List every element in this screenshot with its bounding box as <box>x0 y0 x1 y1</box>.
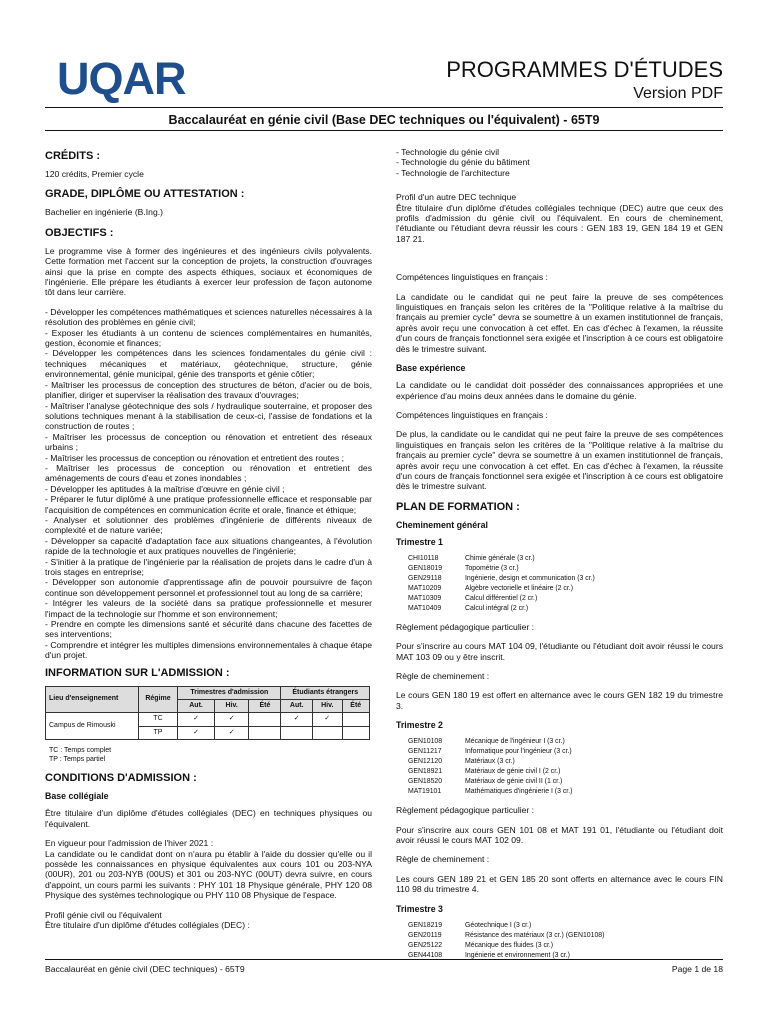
course-name: Chimie générale (3 cr.) <box>465 554 535 562</box>
check-cell: ✓ <box>214 726 249 739</box>
list-item <box>408 757 578 767</box>
reglement-2-text: Pour s'inscrire aux cours GEN 101 08 et MAT 191 01, l'étudiante ou l'étudiant doit avoir réussi le cours MAT 102 09. <box>396 824 723 845</box>
base-experience-text: La candidate ou le candidat doit posséder des connaissances appropriées et une expérience d'au moins deux années dans le domaine du génie. <box>396 380 723 401</box>
tech-list: - Technologie du génie civil - Technologie du génie du bâtiment - Technologie de l'architecture <box>396 147 530 178</box>
footer-program: Baccalauréat en génie civil (DEC techniques) - 65T9 <box>45 964 245 974</box>
admission-table <box>45 686 370 741</box>
footer-divider <box>45 959 723 960</box>
check-cell <box>342 713 369 726</box>
list-item <box>408 777 578 787</box>
course-code: GEN18019 <box>408 564 443 572</box>
course-name: Informatique pour l'ingénieur (3 cr.) <box>465 748 572 756</box>
check-cell <box>342 726 369 739</box>
list-item <box>408 921 610 931</box>
vigueur-text: En vigueur pour l'admission de l'hiver 2021 : La candidate ou le candidat dont on n'aura pu établir à l'aide du dossier qu'elle ou il possède les connaissances en physique équivalentes aux cours 101 ou 203-NYA (00UR), 201 ou 203-NYB (00US) et 301 ou 203-NYC (00UT) devra suivre, en cours d'appoint, un cours parmi les suivants : PHY 101 18 Physique générale, PHY 120 08 Physique des systèmes technologique ou PHY 110 08 Physique de l'espace. <box>45 838 372 901</box>
conditions-heading: CONDITIONS D'ADMISSION : <box>45 772 197 785</box>
objectives-intro: Le programme vise à former des ingénieures et des ingénieurs civils polyvalents. Cette formation met l'accent sur la conception de projets, la construction d'ouvrages ainsi que la prise en compte des aspects éthiques, sociaux et économiques de l'ingénierie. Elle prépare les étudiants à exercer leur profession de façon autonome tôt dans leur carrière. <box>45 245 372 298</box>
reglement-2-heading: Règlement pédagogique particulier : <box>396 805 535 816</box>
course-code: MAT10309 <box>408 594 442 602</box>
course-code: GEN18219 <box>408 921 443 929</box>
right-column <box>396 147 723 969</box>
plan-heading: PLAN DE FORMATION : <box>396 500 520 513</box>
course-code: CHI10118 <box>408 554 439 562</box>
left-column <box>45 150 372 939</box>
course-name: Résistance des matériaux (3 cr.) (GEN10108) <box>465 931 605 939</box>
admission-info-heading: INFORMATION SUR L'ADMISSION : <box>45 666 230 679</box>
base-experience-heading: Base expérience <box>396 363 466 374</box>
list-item <box>408 584 601 594</box>
reglement-1-heading: Règlement pédagogique particulier : <box>396 621 535 632</box>
course-code: MAT10209 <box>408 584 442 592</box>
competences-heading-2: Compétences linguistiques en français : <box>396 409 548 420</box>
title-divider <box>45 130 723 131</box>
course-code: MAT19101 <box>408 788 442 796</box>
list-item <box>408 604 601 614</box>
course-name: Ingénierie et environnement (3 cr.) <box>465 951 570 959</box>
check-cell: ✓ <box>281 713 313 726</box>
course-name: Topométrie (3 cr.) <box>465 564 519 572</box>
course-code: GEN10108 <box>408 738 443 746</box>
check-cell <box>249 726 281 739</box>
list-item <box>408 747 578 757</box>
course-name: Calcul intégral (2 cr.) <box>465 604 529 612</box>
trimestre-2-heading: Trimestre 2 <box>396 720 443 731</box>
course-code: GEN20119 <box>408 931 442 939</box>
col-header-trimestres: Trimestres d'admission <box>178 686 281 699</box>
check-cell: ✓ <box>178 713 215 726</box>
course-name: Mathématiques d'ingénierie I (3 cr.) <box>465 788 573 796</box>
col-header-regime: Régime <box>138 686 177 713</box>
list-item <box>408 554 601 564</box>
check-cell <box>312 726 342 739</box>
list-item <box>408 787 578 797</box>
list-item <box>408 564 601 574</box>
trimestre-3-courses <box>408 921 610 961</box>
col-header-lieu: Lieu d'enseignement <box>46 686 139 713</box>
list-item <box>408 594 601 604</box>
credits-heading: CRÉDITS : <box>45 150 100 162</box>
regle-2-text: Les cours GEN 189 21 et GEN 185 20 sont offerts en alternance avec le cours FIN 110 98 du trimestre 4. <box>396 873 723 895</box>
course-code: GEN18520 <box>408 778 443 786</box>
reglement-1-text: Pour s'inscrire au cours MAT 104 09, l'étudiante ou l'étudiant doit avoir réussi le cours MAT 103 09 ou y être inscrit. <box>396 641 723 662</box>
trimestre-1-courses <box>408 554 601 614</box>
base-collegiale-heading: Base collégiale <box>45 791 109 802</box>
legend-tp: TP : Temps partiel <box>49 756 106 764</box>
trimestre-1-heading: Trimestre 1 <box>396 536 443 547</box>
course-code: GEN18921 <box>408 768 443 776</box>
check-cell <box>281 726 313 739</box>
credits-text: 120 crédits, Premier cycle <box>45 169 144 179</box>
document-title: Baccalauréat en génie civil (Base DEC techniques ou l'équivalent) - 65T9 <box>168 113 600 127</box>
campus-cell: Campus de Rimouski <box>46 713 139 740</box>
objectives-heading: OBJECTIFS : <box>45 226 114 239</box>
grade-heading: GRADE, DIPLÔME OU ATTESTATION : <box>45 188 245 201</box>
regle-2-heading: Règle de cheminement : <box>396 854 490 865</box>
objectives-list: - Développer les compétences mathématiques et sciences naturelles nécessaires à la résolution des problèmes en génie civil; - Exposer les étudiants à un contenu de sciences complémentaires en humanités, gestion, économie et finances; - Développer les compétences dans les sciences fondamentales du génie civil : techniques mécaniques et matériaux, géotechnique, structure, génie environnemental, génie municipal, génie des transports et génie côtier; - Maîtriser les processus de conception des structures de béton, d'acier ou de bois, planifier, diriger et superviser la réalisation des travaux d'ouvrages; - Maîtriser l'analyse géotechnique des sols / hydraulique souterraine, et proposer des solutions techniques menant à la stabilisation de ceux-ci, l'assise de fondations et la construction de routes ; - Maîtriser les processus de conception ou rénovation et entretient des réseaux urbains ; - Maîtriser les processus de conception ou rénovation et entretient des routes ; - Maîtriser les processus de conception ou rénovation et entretient des aménagements de cours d'eau et zones inondables ; - Développer les aptitudes à la maîtrise d'œuvre en génie civil ; - Préparer le futur diplômé à une pratique professionnelle efficace et responsable par l'acquisition de compétences en communication écrite et orale, finance et éthique; - Analyser et solutionner des problèmes d'ingénierie de différents niveaux de complexité et de nature variée; - Développer sa capacité d'adaptation face aux situations changeantes, à l'évolution rapide de la technologie et aux pratiques nouvelles de l'ingénierie; - S'initier à la pratique de l'ingénierie par la réalisation de projets dans le cadre d'un à trois stages en entreprise; - Développer son autonomie d'apprentissage afin de pouvoir poursuivre de façon continue son développement personnel et professionnel tout au long de sa carrière; - Intégrer les valeurs de la société dans sa pratique professionnelle et mesurer l'impact de la technologie sur l'homme et son environnement; - Prendre en compte les dimensions santé et sécurité dans chacune des facettes de ses interventions; - Comprendre et intégrer les multiples dimensions environnementales à chaque étape d'un projet. <box>45 306 372 661</box>
check-cell: ✓ <box>312 713 342 726</box>
course-name: Matériaux de génie civil II (1 cr.) <box>465 778 563 786</box>
course-name: Matériaux de génie civil I (2 cr.) <box>465 768 561 776</box>
regime-cell: TC <box>138 713 177 726</box>
trimestre-3-heading: Trimestre 3 <box>396 903 443 914</box>
competences-text-2: De plus, la candidate ou le candidat qui ne peut faire la preuve de ses compétences linguistiques en français selon les critères de la "Politique relative à la maîtrise du français au premier cycle" devra se soumettre à un examen institutionnel de français, après avoir reçu une convocation à cet effet. En cas d'échec à l'examen, la réussite d'un cours de français fonctionnel sera exigée et l'inscription à ce cours est obligatoire dès le trimestre suivant. <box>396 429 723 492</box>
col-sub-header: Aut. <box>178 700 215 713</box>
regime-cell: TP <box>138 726 177 739</box>
course-code: GEN25122 <box>408 941 443 949</box>
competences-text-1: La candidate ou le candidat qui ne peut faire la preuve de ses compétences linguistiques en français selon les critères de la "Politique relative à la maîtrise du français au premier cycle" devra se soumettre à un examen institutionnel de français, après avoir reçu une convocation à cet effet. En cas d'échec à l'examen, la réussite d'un cours de français fonctionnel sera exigée et l'inscription à ce cours est obligatoire dès le trimestre suivant. <box>396 291 723 354</box>
col-sub-header: Aut. <box>281 700 313 713</box>
regle-1-heading: Règle de cheminement : <box>396 670 490 681</box>
course-name: Ingénierie, design et communication (3 cr.) <box>465 574 595 582</box>
competences-heading-1: Compétences linguistiques en français : <box>396 272 548 283</box>
list-item <box>408 737 578 747</box>
course-name: Algèbre vectorielle et linéaire (2 cr.) <box>465 584 574 592</box>
list-item <box>408 941 610 951</box>
page-title: PROGRAMMES D'ÉTUDES <box>446 57 723 82</box>
col-header-etrangers: Étudiants étrangers <box>281 686 370 699</box>
course-name: Calcul différentiel (2 cr.) <box>465 594 538 602</box>
uqar-logo: UQAR <box>57 53 186 104</box>
col-sub-header: Été <box>249 700 281 713</box>
list-item <box>408 574 601 584</box>
col-sub-header: Hiv. <box>312 700 342 713</box>
cheminement-heading: Cheminement général <box>396 519 488 530</box>
course-code: GEN11217 <box>408 748 442 756</box>
col-sub-header: Été <box>342 700 369 713</box>
col-sub-header: Hiv. <box>214 700 249 713</box>
grade-text: Bachelier en ingénierie (B.Ing.) <box>45 207 163 218</box>
table-row <box>46 713 370 726</box>
legend-tc: TC : Temps complet <box>49 747 112 755</box>
course-name: Matériaux (3 cr.) <box>465 758 515 766</box>
check-cell: ✓ <box>178 726 215 739</box>
regle-1-text: Le cours GEN 180 19 est offert en alternance avec le cours GEN 182 19 du trimestre 3. <box>396 690 723 711</box>
page-header <box>45 55 723 107</box>
check-cell: ✓ <box>214 713 249 726</box>
list-item <box>408 931 610 941</box>
list-item <box>408 767 578 777</box>
course-code: MAT10409 <box>408 604 442 612</box>
trimestre-2-courses <box>408 737 578 797</box>
profil-genie-civil-text: Profil génie civil ou l'équivalent Être titulaire d'un diplôme d'études collégiales (DEC) : <box>45 909 250 930</box>
page-subtitle: Version PDF <box>633 85 723 102</box>
course-code: GEN12120 <box>408 758 443 766</box>
course-name: Mécanique des fluides (3 cr.) <box>465 941 554 949</box>
top-divider <box>45 107 723 108</box>
course-name: Mécanique de l'ingénieur I (3 cr.) <box>465 738 565 746</box>
footer-page-number: Page 1 de 18 <box>671 964 723 974</box>
course-code: GEN44108 <box>408 951 443 959</box>
course-code: GEN29118 <box>408 574 442 582</box>
base-collegiale-text: Être titulaire d'un diplôme d'études collégiales (DEC) en techniques physiques ou l'équivalent. <box>45 808 372 829</box>
table-legend <box>49 746 372 764</box>
course-name: Géotechnique I (3 cr.) <box>465 921 532 929</box>
check-cell <box>249 713 281 726</box>
profil-autre-text: Profil d'un autre DEC technique Être titulaire d'un diplôme d'études collégiales technique (DEC) autre que ceux des profils d'admission du génie civil ou l'équivalent. En cours de cheminement, l'étudiante ou l'étudiant devra réussir les cours : GEN 183 19, GEN 184 19 et GEN 187 21. <box>396 192 723 244</box>
